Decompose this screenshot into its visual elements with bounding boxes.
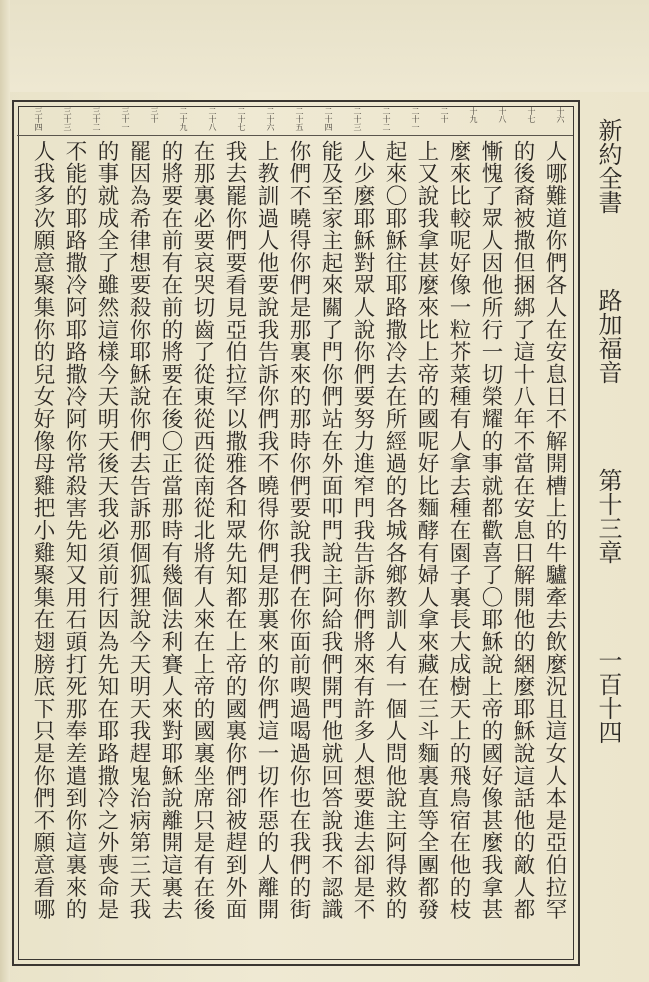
text-column: 上教訓過人他要說我告訴你們我不曉得你們是那裏來的你們這一切作惡的人離開 (254, 140, 279, 921)
page-number: 一百十四 (594, 648, 622, 744)
verse-number: 三十三 (63, 107, 72, 131)
verse-number: 二十七 (237, 107, 246, 131)
verse-number: 二十 (440, 107, 449, 123)
text-column: 的事就成全了雖然這樣今天明天後天我必須前行因為先知在耶路撒冷之外喪命是 (94, 140, 119, 921)
text-column: 能及至家主起來關了門你們站在外面叩門說主阿給我們開門他就回答說我不認識 (318, 140, 343, 921)
text-column: 我去罷你們要看見亞伯拉罕以撒雅各和眾先知都在上帝的國裏你們卻被趕到外面 (222, 140, 247, 921)
text-column: 慚愧了眾人因他所行一切榮耀的事就都歡喜了〇耶穌說上帝的國好像甚麼我拿甚 (478, 140, 503, 921)
text-column: 在那裏必要哀哭切齒了從東從西從南從北將有人來在上帝的國裏坐席只是有在後 (190, 140, 215, 921)
verse-number: 十八 (498, 107, 507, 123)
verse-number: 二十三 (353, 107, 362, 131)
page-margin-top (0, 0, 649, 92)
text-column: 罷因為希律想要殺你耶穌說你們去告訴那個狐狸說今天明天我趕鬼治病第三天我 (126, 140, 151, 921)
verse-number: 二十五 (295, 107, 304, 131)
verse-number: 三十一 (121, 107, 130, 131)
verse-number: 三十 (150, 107, 159, 123)
text-column: 上又說我拿甚麼來比上帝的國呢好比麵酵有婦人拿來藏在三斗麵裏直等全團都發 (414, 140, 439, 921)
page-gutter (0, 0, 10, 982)
verse-number: 三十四 (34, 107, 43, 131)
verse-number: 二十八 (208, 107, 217, 131)
running-header (587, 118, 623, 958)
chapter-heading: 第十三章 (594, 468, 622, 564)
verse-number: 十九 (469, 107, 478, 123)
verse-number: 二十六 (266, 107, 275, 131)
verse-number: 十六 (556, 107, 565, 123)
text-column: 的將要在前有在前的將要在後〇正當那時有幾個法利賽人來對耶穌說離開這裏去 (158, 140, 183, 921)
verse-number: 二十九 (179, 107, 188, 131)
text-column: 人少麼耶穌對眾人說你們要努力進窄門我告訴你們將來有許多人想要進去卻是不 (350, 140, 375, 921)
verse-number: 二十二 (382, 107, 391, 131)
text-column: 麼來比較呢好像一粒芥菜種有人拿去種在園子裏長大成樹天上的飛鳥宿在他的枝 (446, 140, 471, 921)
verse-number: 十七 (527, 107, 536, 123)
verse-number: 三十二 (92, 107, 101, 131)
verse-number: 二十一 (411, 107, 420, 131)
text-column: 人我多次願意聚集你的兒女好像母雞把小雞聚集在翅膀底下只是你們不願意看哪 (30, 140, 55, 921)
text-column: 人哪難道你們各人在安息日不解開槽上的牛驢牽去飲麼況且這女人本是亞伯拉罕 (542, 140, 567, 921)
text-column: 你們不曉得你們是那裏來的那時你們要說我們在你面前喫過喝過你也在我們的街 (286, 140, 311, 921)
verse-number: 二十四 (324, 107, 333, 131)
text-column: 起來〇耶穌往耶路撒冷去在所經過的各城各鄉教訓人有一個人問他說主阿得救的 (382, 140, 407, 921)
verse-number-strip (17, 107, 573, 136)
gospel-name: 路加福音 (594, 288, 622, 384)
book-title: 新約全書 (594, 118, 622, 214)
text-column: 不能的耶路撒冷阿耶路撒冷阿你常殺害先知又用石頭打死那奉差遣到你這裏來的 (62, 140, 87, 921)
text-column: 的後裔被撒但捆綁了這十八年不當在安息日解開他的綑麼耶穌說這話他的敵人都 (510, 140, 535, 921)
